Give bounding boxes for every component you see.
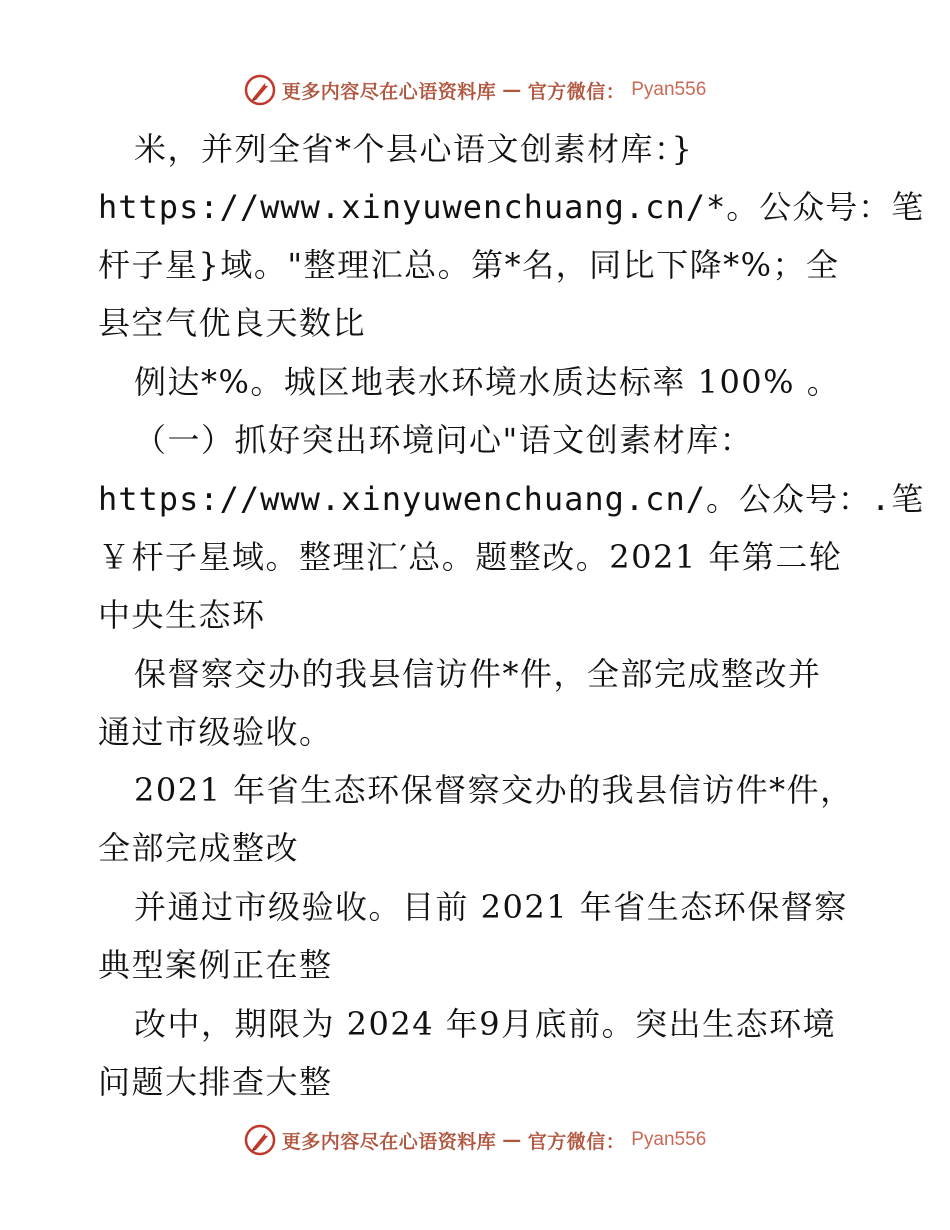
header-banner <box>0 70 950 110</box>
body-line: 中央生态环 <box>98 596 266 634</box>
body-line: 例达*%。城区地表水环境水质达标率 100% 。 <box>134 363 841 401</box>
body-line: https://www.xinyuwenchuang.cn/*。公众号：笔 <box>98 188 925 226</box>
body-line: 县空气优良天数比 <box>98 304 367 342</box>
body-line: 典型案例正在整 <box>98 946 333 984</box>
header-banner-text: 更多内容尽在心语资料库 <box>281 80 497 103</box>
footer-wechat-id: Pyan556 <box>631 1129 707 1150</box>
body-line: 问题大排查大整 <box>98 1063 333 1101</box>
pen-logo-icon <box>244 1124 276 1156</box>
header-wechat-id: Pyan556 <box>631 79 707 100</box>
body-line: 杆子星}域。"整理汇总。第*名，同比下降*%；全 <box>98 246 840 284</box>
footer-official-label: 官方微信： <box>527 1130 626 1153</box>
body-line: 通过市级验收。 <box>98 713 333 751</box>
footer-banner-dash: — <box>502 1129 522 1151</box>
body-line: 并通过市级验收。目前 2021 年省生态环保督察 <box>134 888 848 926</box>
body-line: ￥杆子星域。整理汇′总。题整改。2021 年第二轮 <box>98 538 843 576</box>
body-line: 全部完成整改 <box>98 829 300 867</box>
body-line: https://www.xinyuwenchuang.cn/。公众号：.笔 <box>98 480 925 518</box>
body-line: 米，并列全省*个县心语文创素材库：} <box>134 130 694 168</box>
footer-banner-text: 更多内容尽在心语资料库 <box>281 1130 497 1153</box>
body-line: 2021 年省生态环保督察交办的我县信访件*件， <box>134 771 854 809</box>
header-banner-dash: — <box>502 79 522 101</box>
header-official-label: 官方微信： <box>527 80 626 103</box>
footer-banner <box>0 1120 950 1160</box>
body-line: （一）抓好突出环境问心"语文创素材库： <box>134 421 754 459</box>
body-line: 改中，期限为 2024 年9月底前。突出生态环境 <box>134 1005 837 1043</box>
pen-logo-icon <box>244 74 276 106</box>
body-line: 保督察交办的我县信访件*件，全部完成整改并 <box>134 655 822 693</box>
